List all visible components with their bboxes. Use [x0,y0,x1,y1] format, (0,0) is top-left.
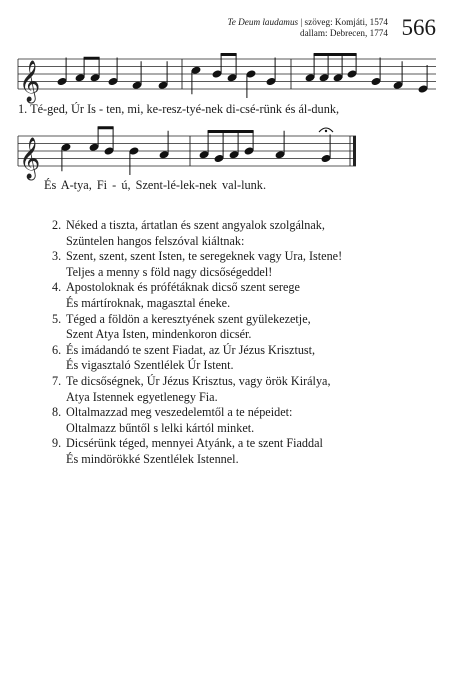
verse-line: És vigasztaló Szentlélek Úr Istent. [66,358,234,373]
verse-line: Néked a tiszta, ártatlan és szent angyalok szolgálnak, [66,218,325,232]
lyricist-credit: | szöveg: Komjáti, 1574 [300,17,388,27]
verse-line: Oltalmazz bűntől s lelki kártól minket. [66,420,255,435]
verse-list [52,218,442,468]
verse-number: 7. [52,373,62,388]
music-staff-2 [18,126,436,178]
verse-number: 5. [52,311,62,326]
verse-line: Te dicsőségnek, Úr Jézus Krisztus, vagy örök Királya, [66,373,331,388]
composer-credit: dallam: Debrecen, 1774 [299,28,388,38]
verse-number: 3. [52,249,62,264]
note-beam [84,57,100,60]
treble-clef-icon: 𝄞 [19,61,41,102]
credits-line-1 [228,17,389,28]
verse-item [52,280,442,311]
note-beam [221,53,237,56]
verse-number: 9. [52,436,62,451]
music-staff-1 [18,49,436,101]
lyrics-line-1: 1. Té-ged, Úr Is - ten, mi, ke-resz-tyé-nek di-csé-rünk és ál-dunk, [18,102,340,116]
page-header [0,14,450,48]
lyrics-line-2: És A-tya, Fi - ú, Szent-lé-lek-nek val-lunk. [44,178,267,192]
verse-line: Teljes a menny s föld nagy dicsőségeddel! [66,264,273,279]
verse-item [52,312,442,343]
note-beam [98,126,114,129]
verse-line: Apostoloknak és prófétáknak dicső szent serege [66,280,300,295]
note-beam [314,53,357,56]
final-barline-thick [353,136,356,166]
verse-item [52,405,442,436]
verse-item [52,343,442,374]
verse-line: Oltalmazzad meg veszedelemtől a te népeidet: [66,405,293,420]
hymn-credits [228,17,389,39]
verse-line: Atya Istennek egyetlenegy Fia. [66,389,218,404]
verse-item [52,249,442,280]
verse-line: Szent Atya Isten, mindenkoron dicsér. [66,327,252,342]
verse-item [52,436,442,467]
hymn-title: Te Deum laudamus [227,17,299,27]
verse-item [52,218,442,249]
verse-line: Dicsérünk téged, mennyei Atyánk, a te szent Fiaddal [66,436,323,451]
fermata-dot [325,130,327,132]
note-beam [208,130,254,133]
verse-number: 6. [52,342,62,357]
verse-line: Szüntelen hangos felszóval kiáltnak: [66,233,245,248]
verse-number: 4. [52,280,62,295]
verse-number: 8. [52,405,62,420]
verse-number: 2. [52,218,62,232]
verse-line: Szent, szent, szent Isten, te seregeknek vagy Ura, Istene! [66,249,343,264]
verse-line: És mártíroknak, magasztal éneke. [66,295,231,310]
verse-item [52,374,442,405]
verse-line: Téged a földön a keresztyének szent gyülekezetje, [66,311,311,326]
verse-line: És mindörökké Szentlélek Istennel. [66,451,239,466]
hymn-number: 566 [401,15,436,40]
verse-line: És imádandó te szent Fiadat, az Úr Jézus Krisztust, [66,342,316,357]
treble-clef-icon: 𝄞 [19,138,41,179]
